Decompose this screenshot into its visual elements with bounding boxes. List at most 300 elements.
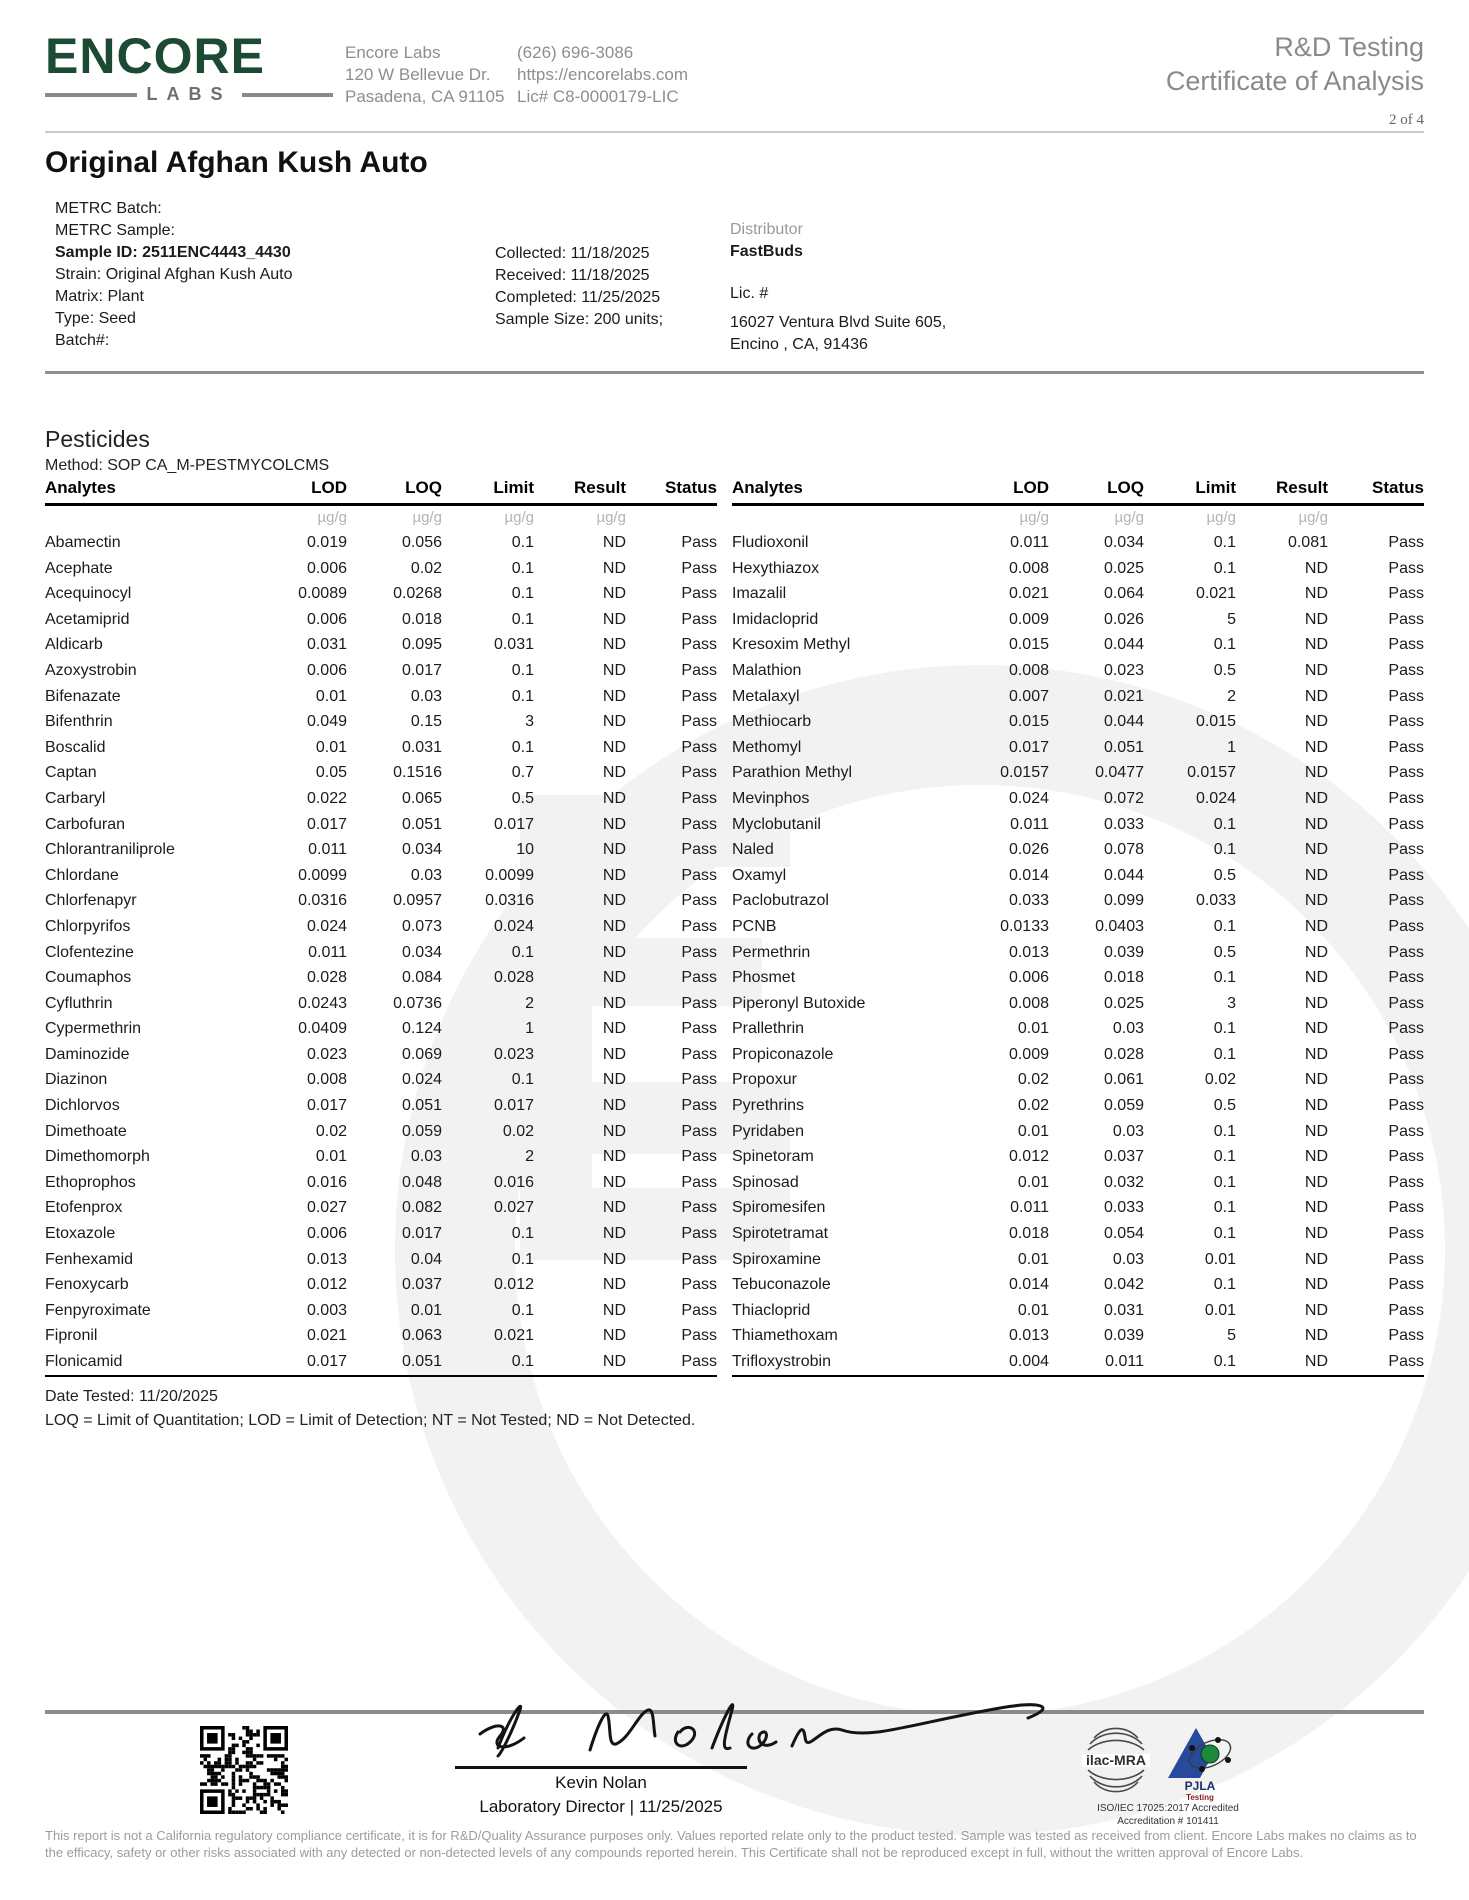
limit-value: 0.024 xyxy=(1195,789,1236,807)
result-value: ND xyxy=(602,764,626,782)
analyte-name: Malathion xyxy=(732,661,802,679)
limit-value: 2 xyxy=(525,1148,534,1166)
limit-value: 2 xyxy=(1227,687,1236,705)
analyte-name: Dimethomorph xyxy=(45,1148,150,1166)
lod-value: 0.033 xyxy=(1008,892,1049,910)
logo-wordmark: ENCORE xyxy=(45,28,265,84)
pesticide-row xyxy=(45,1298,717,1324)
logo-sub-label: LABS xyxy=(146,84,232,104)
pesticide-row xyxy=(732,1349,1424,1376)
status-value: Pass xyxy=(681,713,717,731)
lod-value: 0.014 xyxy=(1008,1276,1049,1294)
analyte-name: Cypermethrin xyxy=(45,1020,142,1038)
result-value: ND xyxy=(602,585,626,603)
limit-value: 0.1 xyxy=(1213,1199,1236,1217)
pjla-logo xyxy=(1162,1722,1246,1802)
qr-code xyxy=(200,1726,288,1814)
status-value: Pass xyxy=(1388,738,1424,756)
col-result: Result xyxy=(534,478,626,505)
analyte-name: Fenpyroximate xyxy=(45,1301,151,1319)
status-value: Pass xyxy=(1388,892,1424,910)
status-value: Pass xyxy=(1388,1097,1424,1115)
status-value: Pass xyxy=(681,917,717,935)
analyte-name: Dimethoate xyxy=(45,1122,127,1140)
result-value: ND xyxy=(1304,738,1328,756)
analyte-name: Tebuconazole xyxy=(732,1276,831,1294)
status-value: Pass xyxy=(1388,1250,1424,1268)
result-value: ND xyxy=(1304,1276,1328,1294)
lod-value: 0.009 xyxy=(1008,1045,1049,1063)
result-value: ND xyxy=(1304,917,1328,935)
matrix: Matrix: Plant xyxy=(55,288,144,305)
lod-value: 0.05 xyxy=(315,764,347,782)
pesticide-row xyxy=(732,888,1424,914)
lod-value: 0.006 xyxy=(306,610,347,628)
result-value: ND xyxy=(602,738,626,756)
limit-value: 0.017 xyxy=(493,815,534,833)
status-value: Pass xyxy=(1388,789,1424,807)
limit-value: 0.1 xyxy=(1213,815,1236,833)
result-value: ND xyxy=(602,1327,626,1345)
analyte-name: Thiamethoxam xyxy=(732,1327,838,1345)
loq-value: 0.059 xyxy=(1103,1097,1144,1115)
lab-website-link[interactable]: https://encorelabs.com xyxy=(517,65,689,84)
analyte-name: Mevinphos xyxy=(732,789,810,807)
pesticide-row xyxy=(732,658,1424,684)
analyte-name: Trifloxystrobin xyxy=(732,1349,954,1376)
pesticide-row xyxy=(45,965,717,991)
unit-blank xyxy=(45,505,252,531)
limit-value: 0.031 xyxy=(493,636,534,654)
pesticide-row xyxy=(732,1272,1424,1298)
lab-name: Encore Labs xyxy=(345,43,441,62)
status-value: Pass xyxy=(1388,610,1424,628)
lod-value: 0.017 xyxy=(252,1349,347,1376)
limit-value: 0.7 xyxy=(511,764,534,782)
collected-date: Collected: 11/18/2025 xyxy=(495,245,650,262)
status-value: Pass xyxy=(681,1225,717,1243)
signature-line xyxy=(455,1766,747,1769)
distributor-address2: Encino , CA, 91436 xyxy=(730,336,868,353)
lod-value: 0.013 xyxy=(306,1250,347,1268)
status-value: Pass xyxy=(681,610,717,628)
pesticide-row xyxy=(45,735,717,761)
col-lod: LOD xyxy=(954,478,1049,505)
analyte-name: Pyrethrins xyxy=(732,1097,805,1115)
result-value: ND xyxy=(1304,661,1328,679)
status-value: Pass xyxy=(681,687,717,705)
loq-value: 0.042 xyxy=(1103,1276,1144,1294)
svg-text:ilac-MRA: ilac-MRA xyxy=(1086,1752,1146,1768)
analyte-name: Fludioxonil xyxy=(732,534,809,551)
status-value: Pass xyxy=(1388,534,1424,551)
pesticide-row xyxy=(45,556,717,582)
result-value: ND xyxy=(1304,1071,1328,1089)
pesticide-row xyxy=(732,940,1424,966)
status-value: Pass xyxy=(681,636,717,654)
status-value: Pass xyxy=(681,1020,717,1038)
status-value: Pass xyxy=(1388,687,1424,705)
analyte-name: Spiroxamine xyxy=(732,1250,821,1268)
analyte-name: Dichlorvos xyxy=(45,1097,120,1115)
pesticide-row xyxy=(45,530,717,556)
loq-value: 0.039 xyxy=(1103,943,1144,961)
pesticide-row xyxy=(732,632,1424,658)
pesticide-row xyxy=(732,607,1424,633)
loq-value: 0.03 xyxy=(410,866,442,884)
analyte-name: Thiacloprid xyxy=(732,1301,811,1319)
analyte-name: Imidacloprid xyxy=(732,610,819,628)
loq-value: 0.072 xyxy=(1103,789,1144,807)
result-value: ND xyxy=(1304,866,1328,884)
limit-value: 0.1 xyxy=(1213,1020,1236,1038)
result-value: ND xyxy=(602,789,626,807)
lod-value: 0.006 xyxy=(306,559,347,577)
result-value: ND xyxy=(602,994,626,1012)
limit-value: 0.1 xyxy=(511,687,534,705)
metrc-batch: METRC Batch: xyxy=(55,200,162,217)
units-row xyxy=(732,505,1424,531)
status-value: Pass xyxy=(1388,1020,1424,1038)
result-value: ND xyxy=(1304,559,1328,577)
pesticide-row xyxy=(732,1042,1424,1068)
status-value: Pass xyxy=(1388,1173,1424,1191)
limit-value: 0.1 xyxy=(442,1349,534,1376)
loq-value: 0.03 xyxy=(1112,1020,1144,1038)
lod-value: 0.02 xyxy=(1017,1097,1049,1115)
distributor-address1: 16027 Ventura Blvd Suite 605, xyxy=(730,314,947,331)
limit-value: 0.02 xyxy=(1204,1071,1236,1089)
result-value: ND xyxy=(1304,1301,1328,1319)
limit-value: 0.1 xyxy=(511,610,534,628)
pesticides-table-left xyxy=(45,478,717,1377)
lod-value: 0.01 xyxy=(315,1148,347,1166)
col-analytes: Analytes xyxy=(45,478,252,505)
result-value: ND xyxy=(602,610,626,628)
analyte-name: Spiromesifen xyxy=(732,1199,826,1217)
limit-value: 0.5 xyxy=(1213,866,1236,884)
lod-value: 0.017 xyxy=(306,1097,347,1115)
report-type: R&D Testing xyxy=(1274,32,1424,62)
analyte-name: Acequinocyl xyxy=(45,585,132,603)
result-value: ND xyxy=(1304,789,1328,807)
result-value: ND xyxy=(1304,713,1328,731)
status-value: Pass xyxy=(681,1327,717,1345)
limit-value: 0.024 xyxy=(493,917,534,935)
lod-value: 0.011 xyxy=(308,841,347,859)
distributor-license-label: Lic. # xyxy=(730,285,769,302)
accreditation-standard: ISO/IEC 17025:2017 Accredited xyxy=(1097,1803,1239,1814)
lod-value: 0.02 xyxy=(1017,1071,1049,1089)
result-value: ND xyxy=(1304,1199,1328,1217)
analyte-name: Bifenazate xyxy=(45,687,121,705)
status-value: Pass xyxy=(1388,1225,1424,1243)
sample-dates xyxy=(495,243,663,331)
completed-date: Completed: 11/25/2025 xyxy=(495,289,661,306)
status-value: Pass xyxy=(1388,1327,1424,1345)
unit-lod: µg/g xyxy=(1019,509,1049,526)
loq-value: 0.03 xyxy=(410,687,442,705)
limit-value: 0.0099 xyxy=(485,866,534,884)
result-value: ND xyxy=(1304,1225,1328,1243)
pesticide-row xyxy=(45,888,717,914)
lod-value: 0.021 xyxy=(1008,585,1049,603)
distributor-label: Distributor xyxy=(730,221,803,238)
header-divider xyxy=(45,131,1424,133)
result-value: ND xyxy=(1304,1122,1328,1140)
result-value: ND xyxy=(602,1122,626,1140)
analyte-name: Kresoxim Methyl xyxy=(732,636,851,654)
result-value: ND xyxy=(602,815,626,833)
pesticide-row xyxy=(45,581,717,607)
status-value: Pass xyxy=(1388,969,1424,987)
loq-value: 0.051 xyxy=(401,1097,442,1115)
logo-labs-row xyxy=(45,84,333,105)
status-value: Pass xyxy=(1388,866,1424,884)
limit-value: 0.5 xyxy=(1213,661,1236,679)
loq-value: 0.095 xyxy=(401,636,442,654)
strain: Strain: Original Afghan Kush Auto xyxy=(55,266,293,283)
result-value: ND xyxy=(602,1097,626,1115)
pesticide-row xyxy=(732,1323,1424,1349)
pesticide-row xyxy=(45,658,717,684)
loq-value: 0.082 xyxy=(401,1199,442,1217)
analyte-name: Chlordane xyxy=(45,866,119,884)
document-title: Certificate of Analysis xyxy=(1165,66,1424,96)
result-value: ND xyxy=(602,1301,626,1319)
status-value: Pass xyxy=(681,841,717,859)
lod-value: 0.023 xyxy=(306,1045,347,1063)
limit-value: 3 xyxy=(1227,994,1236,1012)
loq-value: 0.03 xyxy=(1112,1122,1144,1140)
limit-value: 0.1 xyxy=(1213,1276,1236,1294)
result-value: ND xyxy=(602,713,626,731)
lod-value: 0.0243 xyxy=(298,994,347,1012)
loq-value: 0.051 xyxy=(1103,738,1144,756)
status-value: Pass xyxy=(1388,1071,1424,1089)
status-value: Pass xyxy=(681,1097,717,1115)
loq-value: 0.0268 xyxy=(393,585,442,603)
status-value: Pass xyxy=(1388,1148,1424,1166)
loq-value: 0.039 xyxy=(1103,1327,1144,1345)
table-header-row xyxy=(45,478,717,505)
loq-value: 0.0736 xyxy=(393,994,442,1012)
pesticide-row xyxy=(45,1093,717,1119)
pesticide-row xyxy=(45,684,717,710)
analyte-name: Abamectin xyxy=(45,534,121,551)
result-value: 0.081 xyxy=(1287,534,1328,551)
lod-value: 0.049 xyxy=(306,713,347,731)
loq-value: 0.028 xyxy=(1103,1045,1144,1063)
encore-logo xyxy=(45,30,333,105)
pesticide-row xyxy=(732,837,1424,863)
loq-value: 0.04 xyxy=(410,1250,442,1268)
limit-value: 0.027 xyxy=(493,1199,534,1217)
status-value: Pass xyxy=(1328,1349,1424,1376)
pesticide-row xyxy=(45,1144,717,1170)
lod-value: 0.006 xyxy=(1008,969,1049,987)
result-value: ND xyxy=(602,687,626,705)
status-value: Pass xyxy=(681,943,717,961)
lod-value: 0.024 xyxy=(306,917,347,935)
result-value: ND xyxy=(1304,815,1328,833)
analyte-name: Captan xyxy=(45,764,97,782)
lod-value: 0.0316 xyxy=(298,892,347,910)
limit-value: 0.1 xyxy=(1213,1045,1236,1063)
loq-value: 0.01 xyxy=(410,1301,442,1319)
result-value: ND xyxy=(602,892,626,910)
loq-value: 0.03 xyxy=(1112,1250,1144,1268)
table-header-row xyxy=(732,478,1424,505)
sample-size: Sample Size: 200 units; xyxy=(495,311,664,328)
analyte-name: Pyridaben xyxy=(732,1122,805,1140)
limit-value: 0.021 xyxy=(1195,585,1236,603)
limit-value: 0.02 xyxy=(502,1122,534,1140)
status-value: Pass xyxy=(681,1301,717,1319)
analyte-name: Propiconazole xyxy=(732,1045,834,1063)
received-date: Received: 11/18/2025 xyxy=(495,267,650,284)
status-value: Pass xyxy=(681,1199,717,1217)
status-value: Pass xyxy=(1388,1301,1424,1319)
pesticide-row xyxy=(45,1349,717,1376)
analyte-name: Oxamyl xyxy=(732,866,787,884)
lod-value: 0.0409 xyxy=(298,1020,347,1038)
result-value: ND xyxy=(1304,892,1328,910)
pesticide-row xyxy=(45,940,717,966)
ilac-mra-logo xyxy=(1080,1724,1152,1796)
pesticide-row xyxy=(732,709,1424,735)
pesticide-row xyxy=(732,1170,1424,1196)
analyte-name: Boscalid xyxy=(45,738,106,756)
status-value: Pass xyxy=(681,661,717,679)
analyte-name: Spirotetramat xyxy=(732,1225,829,1243)
limit-value: 0.021 xyxy=(493,1327,534,1345)
lod-value: 0.01 xyxy=(315,687,347,705)
pesticide-row xyxy=(732,1298,1424,1324)
loq-value: 0.051 xyxy=(347,1349,442,1376)
accreditation-block xyxy=(1078,1802,1258,1828)
pesticide-row xyxy=(45,1170,717,1196)
status-value: Pass xyxy=(681,585,717,603)
status-value: Pass xyxy=(1388,764,1424,782)
lod-value: 0.031 xyxy=(306,636,347,654)
pesticide-row xyxy=(45,837,717,863)
pesticide-row xyxy=(45,607,717,633)
col-status: Status xyxy=(1328,478,1424,505)
status-value: Pass xyxy=(1388,1122,1424,1140)
loq-value: 0.099 xyxy=(1103,892,1144,910)
loq-value: 0.056 xyxy=(401,534,442,551)
result-value: ND xyxy=(602,636,626,654)
analyte-name: Spinetoram xyxy=(732,1148,814,1166)
status-value: Pass xyxy=(681,994,717,1012)
lod-value: 0.0089 xyxy=(298,585,347,603)
loq-value: 0.078 xyxy=(1103,841,1144,859)
pjla-label: PJLA xyxy=(1184,1779,1216,1793)
abbreviation-legend: LOQ = Limit of Quantitation; LOD = Limit of Detection; NT = Not Tested; ND = Not Detected. xyxy=(45,1412,696,1429)
result-value: ND xyxy=(1304,687,1328,705)
logo-right-rule xyxy=(242,93,334,97)
lod-value: 0.028 xyxy=(306,969,347,987)
limit-value: 1 xyxy=(525,1020,534,1038)
loq-value: 0.033 xyxy=(1103,815,1144,833)
loq-value: 0.02 xyxy=(410,559,442,577)
result-value: ND xyxy=(602,1148,626,1166)
lod-value: 0.011 xyxy=(1010,815,1049,833)
pesticide-row xyxy=(732,556,1424,582)
lab-contact-block xyxy=(517,42,688,108)
result-value: ND xyxy=(534,1349,626,1376)
pesticide-row xyxy=(45,1195,717,1221)
status-value: Pass xyxy=(681,969,717,987)
unit-result: µg/g xyxy=(1298,509,1328,526)
unit-loq: µg/g xyxy=(1114,509,1144,526)
lod-value: 0.027 xyxy=(306,1199,347,1217)
lod-value: 0.01 xyxy=(1017,1250,1049,1268)
status-value: Pass xyxy=(681,559,717,577)
analyte-name: Prallethrin xyxy=(732,1020,805,1038)
pesticide-row xyxy=(45,1016,717,1042)
lod-value: 0.01 xyxy=(315,738,347,756)
limit-value: 10 xyxy=(516,841,534,859)
lod-value: 0.0099 xyxy=(298,866,347,884)
sample-id: Sample ID: 2511ENC4443_4430 xyxy=(55,244,291,261)
loq-value: 0.1516 xyxy=(393,764,442,782)
pesticide-row xyxy=(45,914,717,940)
date-tested: Date Tested: 11/20/2025 xyxy=(45,1388,218,1405)
loq-value: 0.044 xyxy=(1103,636,1144,654)
status-value: Pass xyxy=(1388,1045,1424,1063)
result-value: ND xyxy=(1304,1097,1328,1115)
status-value: Pass xyxy=(1388,841,1424,859)
limit-value: 0.023 xyxy=(493,1045,534,1063)
lab-address-line1: 120 W Bellevue Dr. xyxy=(345,65,491,84)
lab-phone: (626) 696-3086 xyxy=(517,43,634,62)
status-value: Pass xyxy=(681,534,717,551)
result-value: ND xyxy=(602,534,626,551)
limit-value: 0.01 xyxy=(1204,1301,1236,1319)
limit-value: 0.033 xyxy=(1195,892,1236,910)
pesticides-table-right xyxy=(732,478,1424,1377)
limit-value: 0.1 xyxy=(511,559,534,577)
loq-value: 0.034 xyxy=(401,943,442,961)
lod-value: 0.008 xyxy=(1008,661,1049,679)
analyte-name: Ethoprophos xyxy=(45,1173,136,1191)
lod-value: 0.012 xyxy=(1008,1148,1049,1166)
result-value: ND xyxy=(1304,1148,1328,1166)
result-value: ND xyxy=(1304,841,1328,859)
pesticides-method: Method: SOP CA_M-PESTMYCOLCMS xyxy=(45,457,330,474)
unit-limit: µg/g xyxy=(504,509,534,526)
limit-value: 0.1 xyxy=(1213,841,1236,859)
status-value: Pass xyxy=(681,1071,717,1089)
lod-value: 0.009 xyxy=(1008,610,1049,628)
status-value: Pass xyxy=(1388,559,1424,577)
limit-value: 0.1 xyxy=(1213,636,1236,654)
result-value: ND xyxy=(602,559,626,577)
metrc-sample: METRC Sample: xyxy=(55,222,176,239)
result-value: ND xyxy=(602,1250,626,1268)
loq-value: 0.037 xyxy=(1103,1148,1144,1166)
lod-value: 0.012 xyxy=(306,1276,347,1294)
analyte-name: Flonicamid xyxy=(45,1349,252,1376)
lod-value: 0.015 xyxy=(1008,713,1049,731)
limit-value: 0.1 xyxy=(511,1250,534,1268)
analyte-name: Aldicarb xyxy=(45,636,103,654)
result-value: ND xyxy=(602,1071,626,1089)
spacer xyxy=(730,263,946,283)
loq-value: 0.031 xyxy=(1103,1301,1144,1319)
